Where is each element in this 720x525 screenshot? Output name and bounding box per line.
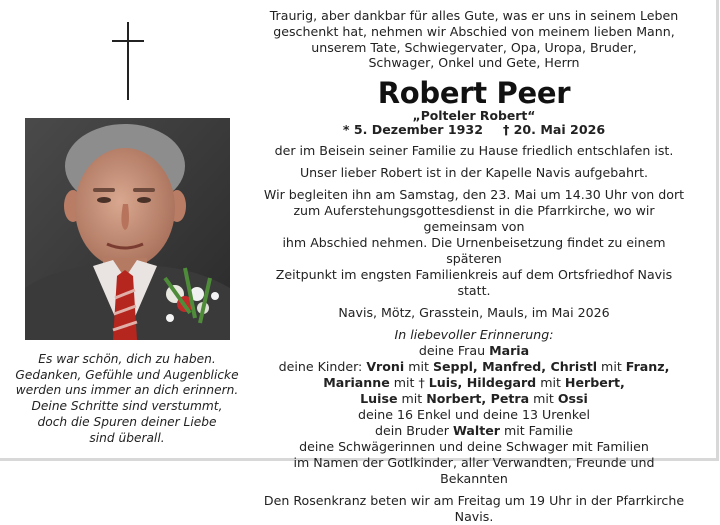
intro-line: geschenkt hat, nehmen wir Abschied von meinem lieben Mann, bbox=[273, 23, 675, 39]
mourner-brother: dein Bruder Walter mit Familie bbox=[374, 423, 573, 439]
mourner-grandkids: deine 16 Enkel und deine 13 Urenkel bbox=[358, 407, 590, 423]
intro-text bbox=[258, 8, 690, 71]
latin-cross-icon bbox=[112, 22, 144, 100]
funeral-line: Wir begleiten ihn am Samstag, den 23. Mai um 14.30 Uhr von dort bbox=[263, 187, 685, 203]
intro-line: Schwager, Onkel und Gete, Herrn bbox=[368, 55, 580, 71]
mourner-wife: deine Frau Maria bbox=[418, 343, 530, 359]
memory-heading: In liebevoller Erinnerung: bbox=[394, 327, 554, 343]
portrait-photo bbox=[25, 118, 230, 340]
quote-line: Gedanken, Gefühle und Augenblicke bbox=[15, 367, 239, 382]
life-dates bbox=[258, 122, 690, 137]
nickname: „Polteler Robert“ bbox=[412, 108, 536, 124]
quote-line: Deine Schritte sind verstummt, bbox=[31, 399, 223, 414]
funeral-line: zum Auferstehungsgottesdienst in die Pfarrkirche, wo wir gemeinsam von bbox=[293, 203, 655, 235]
intro-line: unserem Tate, Schwiegervater, Opa, Uropa, Bruder, bbox=[311, 39, 637, 55]
quote-line: Es war schön, dich zu haben. bbox=[38, 352, 216, 366]
obituary-text bbox=[258, 8, 690, 525]
birth-date: * 5. Dezember 1932 bbox=[342, 122, 483, 138]
mourner-kids-1: deine Kinder: Vroni mit Seppl, Manfred, Christl mit Franz, bbox=[278, 359, 670, 375]
funeral-line: Zeitpunkt im engsten Familienkreis auf dem Ortsfriedhof Navis statt. bbox=[275, 267, 673, 299]
mourner-inlaws: deine Schwägerinnen und deine Schwager mit Familien bbox=[299, 439, 649, 455]
mourner-kids-2: Marianne mit † Luis, Hildegard mit Herbert, bbox=[323, 375, 625, 391]
quote-line: doch die Spuren deiner Liebe bbox=[37, 414, 217, 429]
death-date: † 20. Mai 2026 bbox=[502, 122, 606, 138]
memorial-quote bbox=[12, 352, 242, 446]
mourner-others: im Namen der Gotlkinder, aller Verwandten, Freunde und Bekannten bbox=[293, 455, 655, 487]
funeral-line: ihm Abschied nehmen. Die Urnenbeisetzung findet zu einem späteren bbox=[282, 235, 666, 267]
laid-out-text: Unser lieber Robert ist in der Kapelle Navis aufgebahrt. bbox=[299, 165, 649, 181]
quote-line: sind überall. bbox=[89, 430, 165, 445]
intro-line: Traurig, aber dankbar für alles Gute, was er uns in seinem Leben bbox=[269, 8, 679, 23]
place-date: Navis, Mötz, Grasstein, Mauls, im Mai 2026 bbox=[338, 305, 610, 321]
mourner-kids-3: Luise mit Norbert, Petra mit Ossi bbox=[360, 391, 588, 407]
passed-text: der im Beisein seiner Familie zu Hause friedlich entschlafen ist. bbox=[274, 143, 674, 159]
quote-line: werden uns immer an dich erinnern. bbox=[15, 383, 239, 398]
rosary-text: Den Rosenkranz beten wir am Freitag um 19 Uhr in der Pfarrkirche Navis. bbox=[263, 493, 685, 525]
funeral-text bbox=[258, 187, 690, 299]
deceased-name: Robert Peer bbox=[377, 76, 571, 111]
